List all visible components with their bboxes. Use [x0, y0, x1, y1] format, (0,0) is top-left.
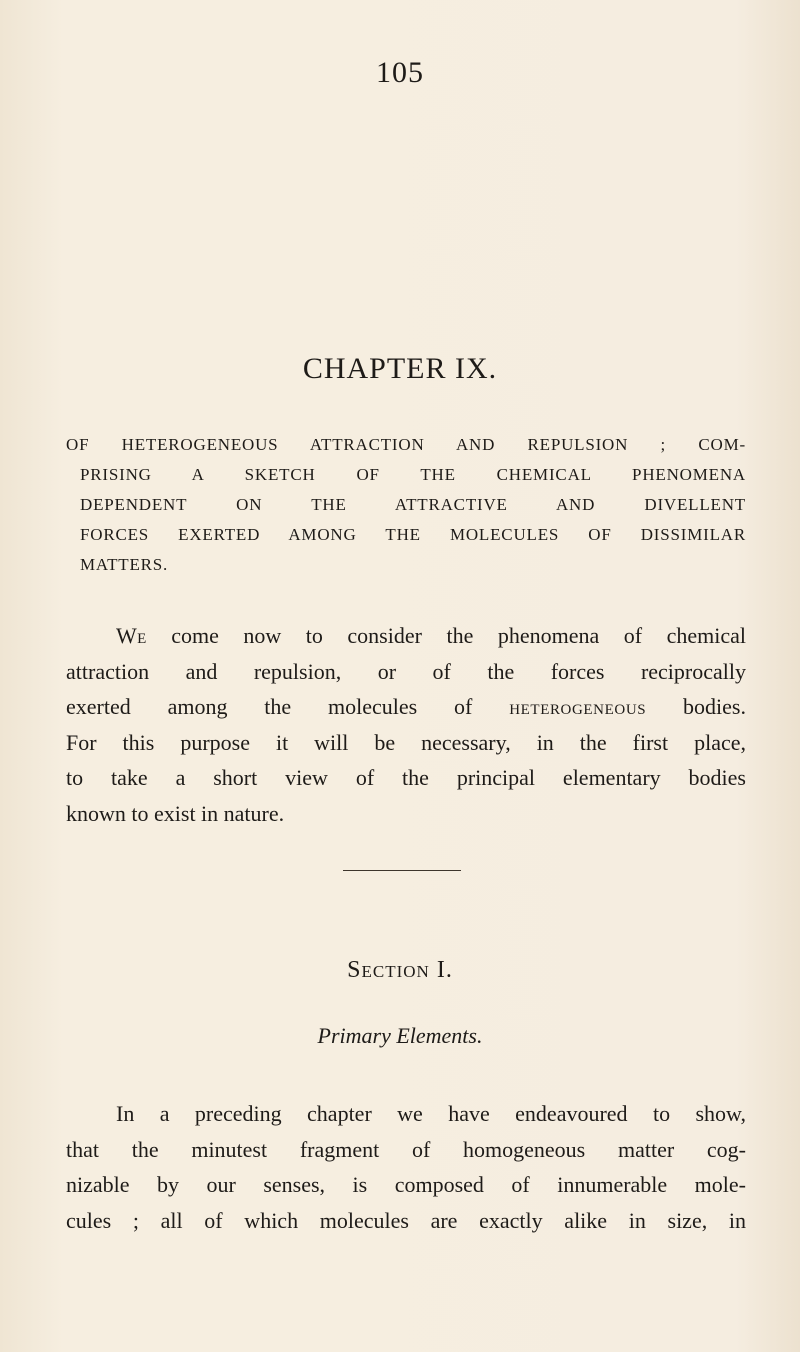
paragraph-line: cules ; all of which molecules are exactly alike in size, in: [66, 1207, 746, 1233]
summary-line: FORCES EXERTED AMONG THE MOLECULES OF DISSIMILAR: [80, 525, 746, 544]
line-text: exerted among the molecules of: [66, 694, 510, 719]
opening-word: We: [116, 623, 147, 648]
summary-line: OF HETEROGENEOUS ATTRACTION AND REPULSION ; COM-: [66, 435, 746, 454]
summary-line: MATTERS.: [80, 555, 169, 574]
chapter-summary: [66, 430, 746, 580]
section-subheading: Primary Elements.: [317, 1023, 483, 1048]
intro-paragraph: [66, 618, 746, 831]
paragraph-line: [66, 689, 746, 725]
paragraph-line: nizable by our senses, is composed of innumerable mole-: [66, 1172, 746, 1197]
section-divider: [343, 870, 461, 871]
paragraph-line: to take a short view of the principal elementary bodies: [66, 765, 746, 790]
paragraph-line: For this purpose it will be necessary, in the first place,: [66, 729, 746, 755]
summary-line: DEPENDENT ON THE ATTRACTIVE AND DIVELLENT: [80, 495, 746, 514]
section-heading: Section I.: [347, 957, 453, 983]
page-number: 105: [376, 56, 424, 89]
line-text: come now to consider the phenomena of chemical: [146, 623, 746, 648]
paragraph-line: attraction and repulsion, or of the forces reciprocally: [66, 658, 746, 684]
emphasized-term: heterogeneous: [509, 694, 647, 719]
chapter-title: CHAPTER IX.: [302, 352, 498, 385]
paragraph-line: known to exist in nature.: [66, 800, 285, 826]
paragraph-line: In a preceding chapter we have endeavoured to show,: [116, 1101, 746, 1126]
paragraph-line: [66, 618, 746, 654]
summary-line: PRISING A SKETCH OF THE CHEMICAL PHENOMENA: [80, 465, 746, 484]
line-text: bodies.: [646, 694, 746, 719]
paragraph-line: that the minutest fragment of homogeneous matter cog-: [66, 1136, 746, 1162]
body-paragraph: [66, 1096, 746, 1238]
